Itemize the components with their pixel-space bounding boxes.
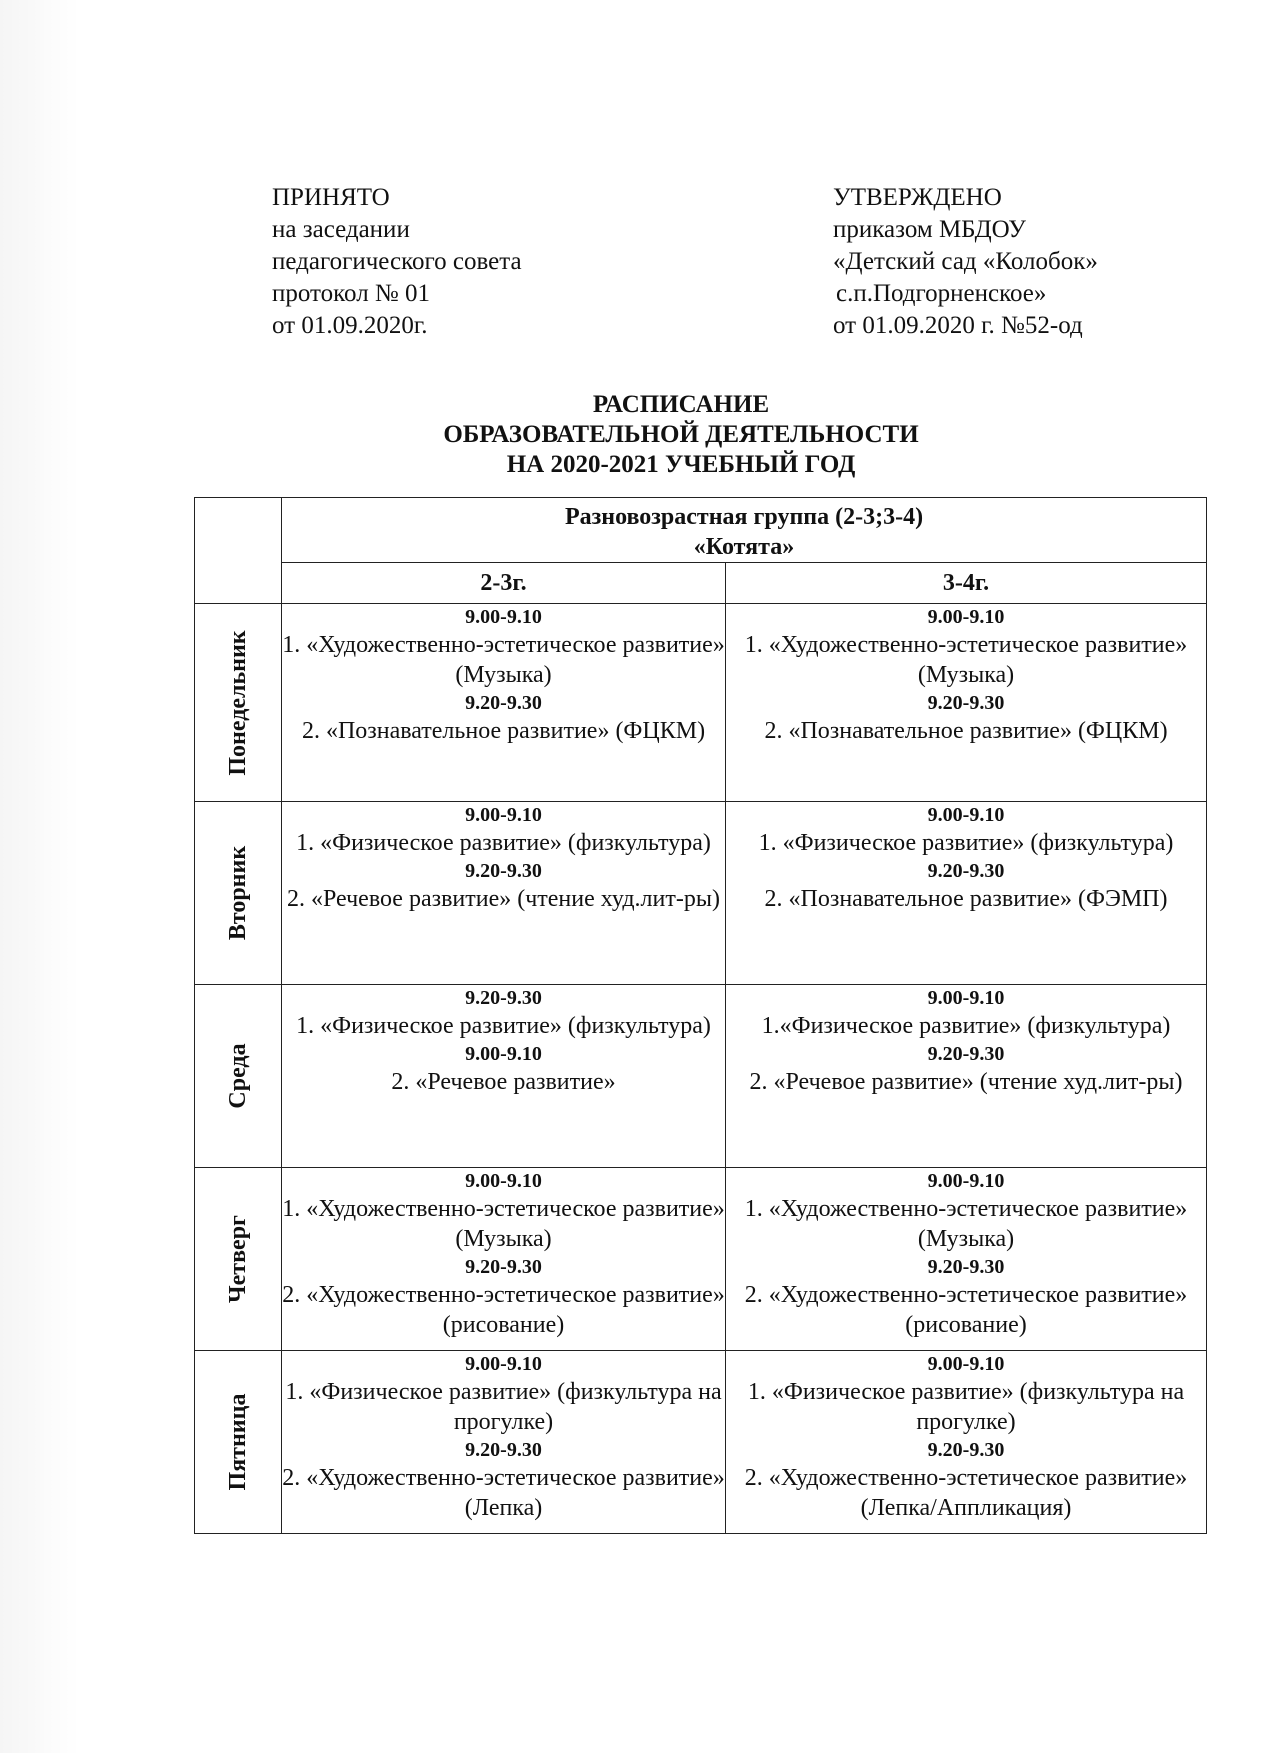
schedule-cell: [726, 604, 1207, 802]
day-label: Понедельник: [225, 629, 251, 776]
group-name: Разновозрастная группа (2-3;3-4): [564, 504, 924, 530]
age-header-3-4: 3-4г.: [726, 563, 1207, 604]
table-row: [195, 1351, 1207, 1534]
activity: 2. «Художественно-эстетическое развитие» (рисование): [744, 1282, 1188, 1338]
accepted-line: педагогического совета: [272, 248, 522, 275]
title-line: ОБРАЗОВАТЕЛЬНОЙ ДЕЯТЕЛЬНОСТИ: [443, 421, 919, 448]
time-slot: 9.20-9.30: [465, 1439, 542, 1461]
table-row: [195, 1168, 1207, 1351]
time-slot: 9.20-9.30: [465, 860, 542, 882]
time-slot: 9.20-9.30: [927, 1043, 1005, 1065]
time-slot: 9.20-9.30: [465, 692, 542, 714]
activity: 1. «Физическое развитие» (физкультура): [296, 830, 711, 856]
activity: 2. «Речевое развитие»: [391, 1069, 616, 1095]
activity: 2. «Художественно-эстетическое развитие» (Лепка/Аппликация): [744, 1465, 1188, 1521]
time-slot: 9.20-9.30: [465, 987, 542, 1009]
activity: 2. «Речевое развитие» (чтение худ.лит-ры): [749, 1069, 1183, 1095]
approval-block-approved: [833, 182, 1098, 342]
table-row: [195, 604, 1207, 802]
time-slot: 9.20-9.30: [927, 860, 1005, 882]
time-slot: 9.00-9.10: [927, 987, 1005, 1009]
accepted-line: от 01.09.2020г.: [272, 312, 428, 339]
schedule-cell: [282, 985, 726, 1168]
activity: 1. «Физическое развитие» (физкультура): [758, 830, 1174, 856]
activity: 1.«Физическое развитие» (физкультура): [761, 1013, 1171, 1039]
schedule-table: [194, 497, 1207, 1534]
approved-line: от 01.09.2020 г. №52-од: [833, 312, 1083, 339]
approved-heading: УТВЕРЖДЕНО: [833, 184, 1002, 211]
day-cell: [195, 604, 282, 802]
scan-edge-shadow: [0, 0, 80, 1753]
schedule-cell: [282, 802, 726, 985]
activity: 1. «Физическое развитие» (физкультура на прогулке): [747, 1379, 1185, 1435]
schedule-cell: [726, 985, 1207, 1168]
table-header-row: [195, 498, 1207, 563]
approved-line: «Детский сад «Колобок»: [833, 248, 1098, 275]
time-slot: 9.00-9.10: [927, 1353, 1005, 1375]
schedule-cell: [726, 802, 1207, 985]
accepted-line: протокол № 01: [272, 280, 431, 307]
activity: 1. «Физическое развитие» (физкультура): [296, 1013, 711, 1039]
time-slot: 9.00-9.10: [465, 804, 542, 826]
activity: 2. «Художественно-эстетическое развитие» (рисование): [282, 1282, 725, 1338]
time-slot: 9.00-9.10: [927, 804, 1005, 826]
age-header-2-3: 2-3г.: [282, 563, 726, 604]
activity: 2. «Художественно-эстетическое развитие» (Лепка): [282, 1465, 725, 1521]
schedule-cell: [282, 604, 726, 802]
time-slot: 9.00-9.10: [927, 1170, 1005, 1192]
activity: 2. «Речевое развитие» (чтение худ.лит-ры): [287, 886, 720, 912]
schedule-cell: [726, 1351, 1207, 1534]
day-cell: [195, 985, 282, 1168]
corner-cell: [195, 498, 282, 604]
time-slot: 9.00-9.10: [465, 1043, 542, 1065]
activity: 1. «Физическое развитие» (физкультура на прогулке): [285, 1379, 722, 1435]
day-cell: [195, 1168, 282, 1351]
activity: 2. «Познавательное развитие» (ФЦКМ): [764, 718, 1168, 744]
accepted-heading: ПРИНЯТО: [272, 184, 390, 211]
schedule-cell: [282, 1168, 726, 1351]
day-label: Четверг: [225, 1215, 251, 1303]
day-cell: [195, 802, 282, 985]
time-slot: 9.20-9.30: [927, 1256, 1005, 1278]
approved-line: приказом МБДОУ: [833, 216, 1026, 243]
approval-block-accepted: [272, 182, 522, 342]
table-row: [195, 985, 1207, 1168]
time-slot: 9.00-9.10: [465, 1353, 542, 1375]
document-title: [0, 390, 1273, 480]
accepted-line: на заседании: [272, 216, 410, 243]
activity: 2. «Познавательное развитие» (ФЦКМ): [301, 718, 706, 744]
group-header: [282, 498, 1207, 563]
time-slot: 9.00-9.10: [465, 1170, 542, 1192]
activity: 1. «Художественно-эстетическое развитие» (Музыка): [744, 1196, 1188, 1252]
schedule-cell: [726, 1168, 1207, 1351]
day-cell: [195, 1351, 282, 1534]
title-line: РАСПИСАНИЕ: [592, 391, 770, 418]
activity: 1. «Художественно-эстетическое развитие» (Музыка): [282, 632, 725, 688]
time-slot: 9.00-9.10: [465, 606, 542, 628]
day-label: Вторник: [225, 845, 251, 941]
time-slot: 9.20-9.30: [927, 692, 1005, 714]
table-row: [195, 802, 1207, 985]
time-slot: 9.00-9.10: [927, 606, 1005, 628]
time-slot: 9.20-9.30: [927, 1439, 1005, 1461]
schedule-cell: [282, 1351, 726, 1534]
approved-line: с.п.Подгорненское»: [836, 280, 1047, 307]
group-nickname: «Котята»: [693, 534, 795, 560]
activity: 2. «Познавательное развитие» (ФЭМП): [764, 886, 1168, 912]
day-label: Пятница: [225, 1393, 251, 1491]
activity: 1. «Художественно-эстетическое развитие» (Музыка): [282, 1196, 725, 1252]
day-label: Среда: [225, 1043, 251, 1109]
title-line: НА 2020-2021 УЧЕБНЫЙ ГОД: [506, 451, 856, 478]
age-header-row: [195, 563, 1207, 604]
activity: 1. «Художественно-эстетическое развитие» (Музыка): [744, 632, 1188, 688]
time-slot: 9.20-9.30: [465, 1256, 542, 1278]
